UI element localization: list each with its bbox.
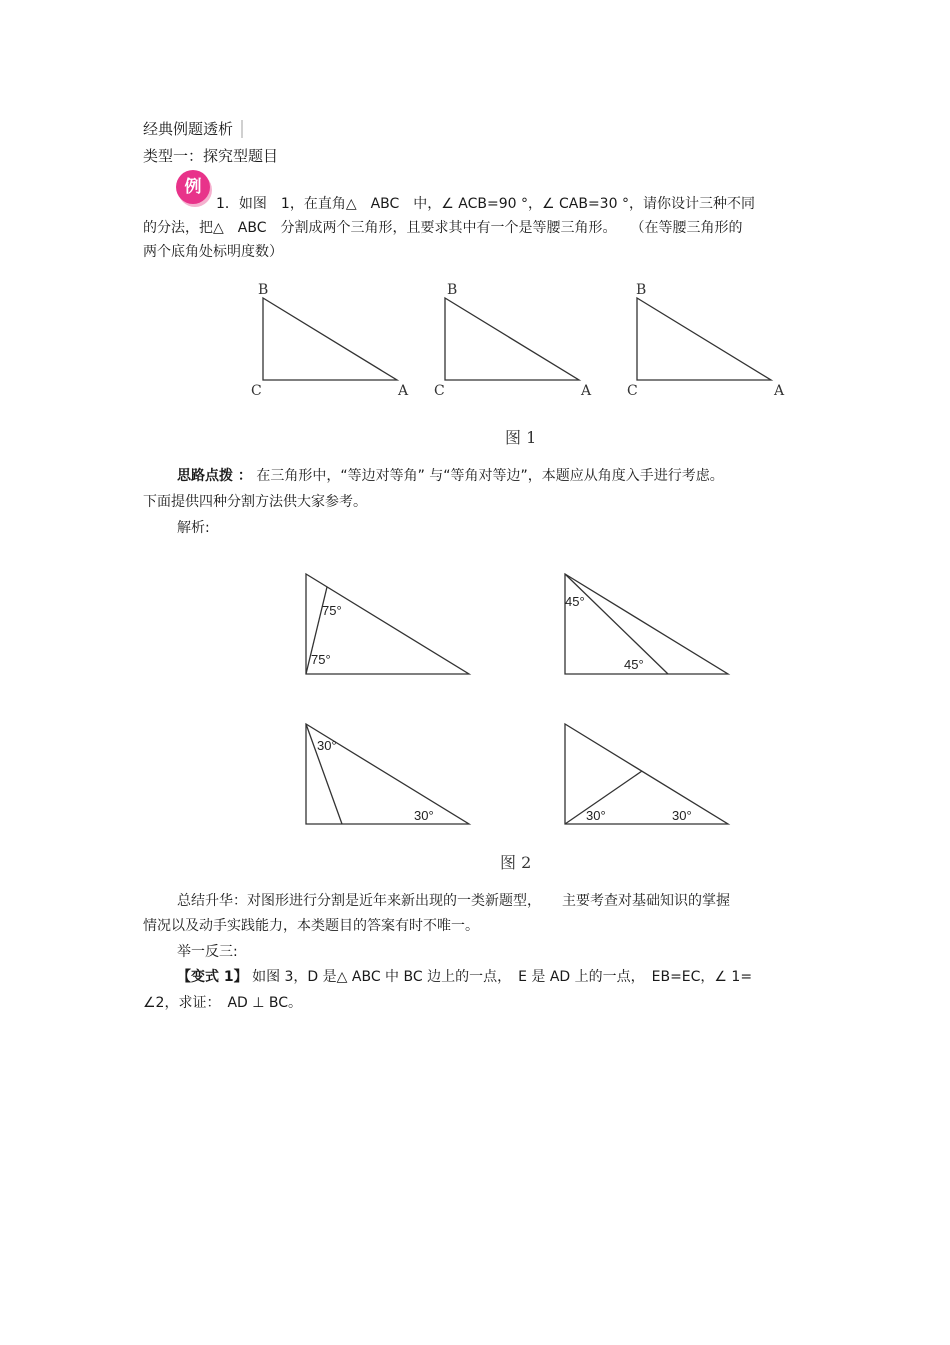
example-line-1: 1．如图 1，在直角△ ABC 中，∠ ACB=90 °，∠ CAB=30 °，请你设计三种不同 — [216, 196, 755, 212]
section-title-text: 经典例题透析 — [143, 120, 243, 138]
example-badge-icon: 例 — [176, 170, 210, 204]
figure-2-panel-2 — [565, 574, 728, 674]
practice-label: 举一反三: — [177, 944, 238, 960]
figure-1-label-c: C — [434, 383, 445, 399]
figure-1-label-b: B — [636, 282, 647, 298]
figure-2-caption: 图 2 — [500, 853, 532, 872]
panel-4-angle-right: 30° — [672, 808, 692, 823]
variant-line-1 — [177, 965, 752, 990]
panel-3-angle-bottom: 30° — [414, 808, 434, 823]
hint-line-2: 下面提供四种分割方法供大家参考。 — [143, 494, 367, 510]
figure-1-label-b: B — [447, 282, 458, 298]
panel-3-angle-top: 30° — [317, 738, 337, 753]
figure-1-label-a: A — [774, 383, 785, 399]
figure-1-label-b: B — [258, 282, 269, 298]
figure-1-caption: 图 1 — [505, 428, 537, 447]
panel-1-angle-top: 75° — [322, 603, 342, 618]
analysis-label: 解析: — [177, 520, 210, 536]
panel-4-angle-left: 30° — [586, 808, 606, 823]
hint-line-1-text: 在三角形中，“等边对等角” 与“等角对等边”，本题应从角度入手进行考虑。 — [256, 468, 724, 484]
type-title: 类型一：探究型题目 — [143, 147, 279, 165]
variant-tag: 【变式 1】 — [177, 969, 248, 985]
variant-line-2: ∠2，求证： AD ⊥ BC。 — [143, 995, 303, 1011]
figure-1-label-a: A — [581, 383, 592, 399]
variant-line-1-text: 如图 3，D 是△ ABC 中 BC 边上的一点， E 是 AD 上的一点， EB=EC，∠ 1= — [252, 969, 753, 985]
example-line-2: 的分法，把△ ABC 分割成两个三角形，且要求其中有一个是等腰三角形。 （在等腰三角形的 — [143, 220, 743, 236]
example-line-3: 两个底角处标明度数） — [143, 244, 283, 260]
summary-line-1: 总结升华：对图形进行分割是近年来新出现的一类新题型， 主要考查对基础知识的掌握 — [177, 893, 730, 909]
figure-1-label-c: C — [251, 383, 262, 399]
summary-line-2: 情况以及动手实践能力，本类题目的答案有时不唯一。 — [143, 918, 479, 934]
figure-1-label-a: A — [398, 383, 409, 399]
panel-1-angle-bottom: 75° — [311, 652, 331, 667]
hint-label: 思路点拨 ： — [177, 468, 252, 484]
panel-2-angle-top: 45° — [565, 594, 585, 609]
figure-1-label-c: C — [627, 383, 638, 399]
panel-2-angle-bottom: 45° — [624, 657, 644, 672]
